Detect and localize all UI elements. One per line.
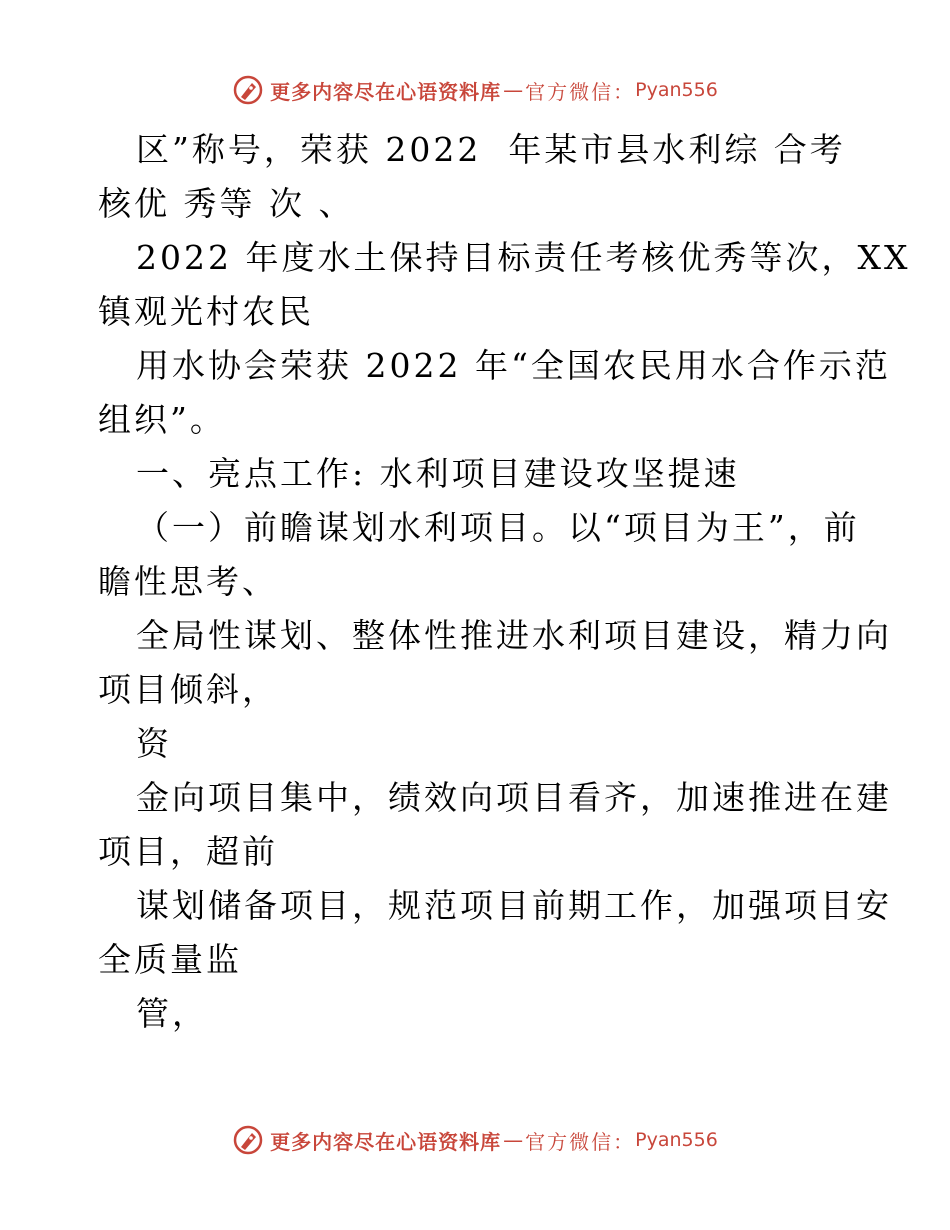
banner-wechat-label: 官方微信： <box>525 79 636 104</box>
document-body <box>98 123 911 1041</box>
text-line-10: 全局性谋划、整体性推进水利项目建设，精力向 <box>136 616 892 655</box>
footer-brand-text: 更多内容尽在心语资料库 <box>270 1129 502 1154</box>
text-line-6: 组织”。 <box>98 400 226 439</box>
header-banner <box>0 70 950 110</box>
footer-wechat-id: Pyan556 <box>635 1129 718 1151</box>
banner-separator: — <box>503 78 524 102</box>
footer-wechat-label: 官方微信： <box>525 1129 636 1154</box>
text-line-9: 瞻性思考、 <box>98 562 278 601</box>
text-line-5: 用水协会荣获 2022 年“全国农民用水合作示范 <box>136 346 891 385</box>
pen-nib-logo-icon <box>232 74 264 106</box>
text-line-1: 区”称号，荣获 2022 年某市县水利综 合考 <box>136 130 846 169</box>
text-line-3: 2022 年度水土保持目标责任考核优秀等次，XX <box>136 238 911 277</box>
text-line-13: 金向项目集中，绩效向项目看齐，加速推进在建 <box>136 778 892 817</box>
text-line-14: 项目，超前 <box>98 832 278 871</box>
text-line-8: （一）前瞻谋划水利项目。以“项目为王”，前 <box>136 508 860 547</box>
banner-wechat-id: Pyan556 <box>635 79 718 101</box>
footer-banner <box>0 1120 950 1160</box>
text-line-4: 镇观光村农民 <box>98 292 314 331</box>
pen-nib-logo-icon <box>232 1124 264 1156</box>
footer-separator: — <box>503 1128 524 1152</box>
text-line-17: 管， <box>136 994 208 1033</box>
section-heading: 一、亮点工作: 水利项目建设攻坚提速 <box>136 454 740 493</box>
text-line-11: 项目倾斜， <box>98 670 278 709</box>
text-line-12: 资 <box>136 724 172 763</box>
banner-brand-text: 更多内容尽在心语资料库 <box>270 79 502 104</box>
text-line-2: 核优 秀等 次 、 <box>98 184 355 223</box>
text-line-16: 全质量监 <box>98 940 242 979</box>
text-line-15: 谋划储备项目，规范项目前期工作，加强项目安 <box>136 886 892 925</box>
